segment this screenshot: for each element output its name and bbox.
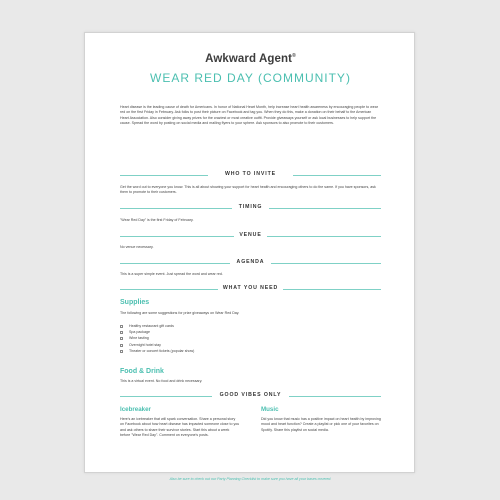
supplies-intro: The following are some suggestions for prize giveaways on Wear Red Day.: [120, 311, 240, 315]
section-header-venue: VENUE: [120, 232, 381, 240]
footer-note: Also be sure to check out our Party Planning Checklist to make sure you have all your bases covered.: [169, 477, 332, 481]
page-title: WEAR RED DAY (COMMUNITY): [150, 71, 351, 85]
icebreaker-text: Here's an icebreaker that will spark conversation. Share a personal story on Facebook about how heart disease has impacted someone close to you and ask others to share their survivor stories. Start this about a week before "Wear Red Day". Comment on everyone's posts.: [120, 417, 240, 438]
section-header-who-to-invite: WHO TO INVITE: [120, 171, 381, 179]
document-page: [84, 32, 415, 481]
timing-text: "Wear Red Day" is the first Friday of February.: [120, 218, 194, 222]
music-heading: Music: [261, 406, 279, 413]
supplies-heading: Supplies: [120, 299, 150, 306]
section-header-good-vibes: GOOD VIBES ONLY: [120, 392, 381, 400]
brand-logo: Awkward Agent®: [205, 53, 296, 65]
icebreaker-heading: Icebreaker: [120, 406, 151, 413]
section-header-agenda: AGENDA: [120, 259, 381, 267]
icebreaker-column: [120, 406, 240, 438]
food-drink-text: This is a virtual event. No food and drink necessary.: [120, 379, 203, 383]
food-drink-heading: Food & Drink: [120, 368, 164, 375]
list-item[interactable]: Theater or concert tickets (popular show): [120, 349, 320, 355]
music-text: Did you know that music has a positive impact on heart health by improving mood and heart function? Create a playlist or pick one of your favorites on Spotify. Share this playlist on social media.: [261, 417, 381, 432]
supplies-checklist: [120, 324, 320, 355]
who-to-invite-text: Get the word out to everyone you know. This is all about showing your support for heart health and encouraging others to do the same. If you have sponsors, ask them to promote to their customers.: [120, 185, 376, 195]
checkbox[interactable]: [120, 331, 123, 334]
checkbox[interactable]: [120, 350, 123, 353]
venue-text: No venue necessary.: [120, 245, 154, 249]
list-item[interactable]: Wine tasting: [120, 336, 320, 342]
checkbox[interactable]: [120, 325, 123, 328]
checkbox[interactable]: [120, 337, 123, 340]
agenda-text: This is a super simple event. Just spread the word and wear red.: [120, 272, 223, 276]
music-column: [261, 406, 381, 432]
list-item[interactable]: Overnight hotel stay: [120, 343, 320, 349]
list-item[interactable]: Spa package: [120, 330, 320, 336]
list-item[interactable]: Healthy restaurant gift cards: [120, 324, 320, 330]
section-header-what-you-need: WHAT YOU NEED: [120, 285, 381, 293]
intro-paragraph: Heart disease is the leading cause of death for Americans. In honor of National Heart Month, help increase heart health awareness by encouraging people to wear red on the first Friday in February. Ask folks to post their picture on Facebook and tag you. When they do this, make a donation on their behalf to the American Heart Association. Also consider giving away prizes for the craziest or most creative outfit. Provide giveaways yourself or ask local businesses to help support the cause. Spread the word by posting on social media and mailing flyers to your sphere. Ask sponsors to also promote to their customers.: [120, 105, 378, 126]
checkbox[interactable]: [120, 344, 123, 347]
section-header-timing: TIMING: [120, 204, 381, 212]
